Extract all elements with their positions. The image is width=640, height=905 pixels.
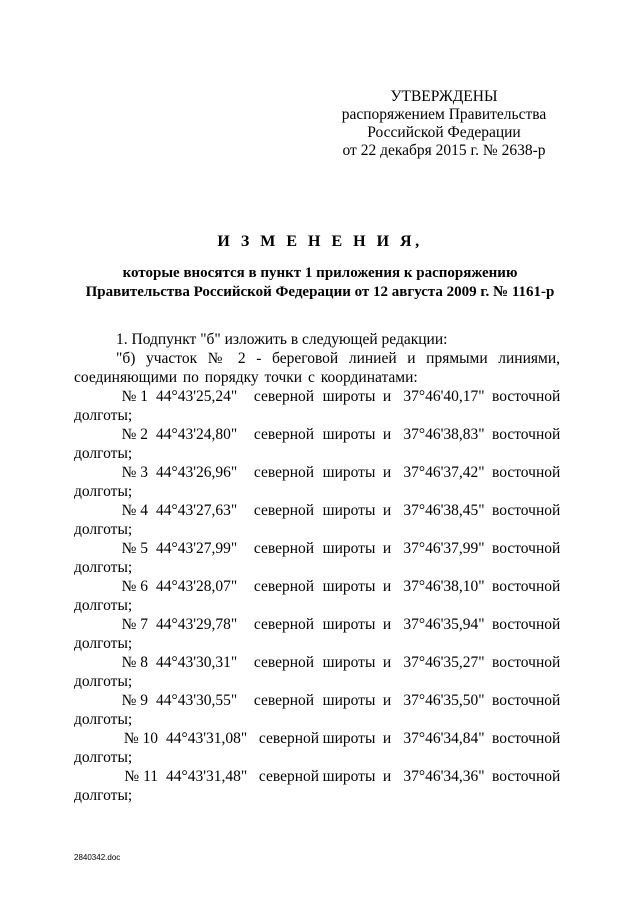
entry-longitude: 37°46'37,42"	[403, 464, 485, 481]
longitude-word: восточной	[492, 616, 561, 633]
coordinate-entry	[74, 729, 560, 767]
coordinate-row	[74, 425, 560, 444]
entry-longitude: 37°46'34,84"	[403, 730, 485, 747]
entry-latitude: 44°43'31,48"	[166, 768, 248, 785]
coordinate-entry	[74, 767, 560, 805]
latitude-word-2: широты	[322, 616, 376, 633]
entry-number: № 10	[123, 730, 158, 747]
longitude-word: восточной	[492, 464, 561, 481]
latitude-word: северной	[253, 692, 315, 709]
longitude-word: восточной	[492, 540, 561, 557]
coordinate-entry	[74, 653, 560, 691]
longitude-word: восточной	[492, 768, 561, 785]
approval-line-2: Российской Федерации	[367, 124, 521, 141]
and-word: и	[382, 502, 392, 519]
longitude-word: восточной	[492, 426, 561, 443]
and-word: и	[382, 540, 392, 557]
document-heading	[60, 233, 580, 302]
entry-latitude: 44°43'28,07"	[156, 578, 238, 595]
approval-line-1: распоряжением Правительства	[341, 106, 547, 123]
latitude-word-2: широты	[322, 578, 376, 595]
entry-longitude: 37°46'35,50"	[403, 692, 485, 709]
entry-number: № 2	[121, 426, 148, 443]
latitude-word-2: широты	[322, 692, 376, 709]
and-word: и	[382, 464, 392, 481]
entry-latitude: 44°43'31,08"	[166, 730, 248, 747]
longitude-continuation: долготы;	[74, 635, 133, 652]
latitude-word: северной	[253, 464, 315, 481]
and-word: и	[382, 616, 392, 633]
coordinate-row	[74, 767, 560, 786]
entry-number: № 5	[121, 540, 148, 557]
longitude-continuation: долготы;	[74, 521, 133, 538]
longitude-continuation: долготы;	[74, 749, 133, 766]
approval-block	[324, 88, 564, 160]
entry-number: № 11	[124, 768, 158, 785]
heading-subtitle-1: которые вносятся в пункт 1 приложения к распоряжению	[122, 265, 518, 281]
entry-longitude: 37°46'35,94"	[403, 616, 485, 633]
latitude-word-2: широты	[322, 730, 376, 747]
coordinate-list	[74, 387, 560, 805]
approval-title: УТВЕРЖДЕНЫ	[390, 88, 498, 105]
coordinate-row	[74, 501, 560, 520]
longitude-word: восточной	[492, 388, 561, 405]
entry-latitude: 44°43'27,63"	[156, 502, 238, 519]
heading-subtitle-2: Правительства Российской Федерации от 12 августа 2009 г. № 1161-р	[85, 284, 555, 300]
entry-number: № 3	[121, 464, 148, 481]
coordinate-row	[74, 691, 560, 710]
coordinate-entry	[74, 691, 560, 729]
coordinate-entry	[74, 501, 560, 539]
entry-latitude: 44°43'25,24"	[156, 388, 238, 405]
entry-longitude: 37°46'37,99"	[403, 540, 485, 557]
and-word: и	[382, 388, 392, 405]
coordinate-row	[74, 539, 560, 558]
and-word: и	[382, 578, 392, 595]
entry-number: № 9	[121, 692, 148, 709]
and-word: и	[382, 768, 392, 785]
longitude-continuation: долготы;	[74, 483, 133, 500]
latitude-word: северной	[258, 730, 320, 747]
latitude-word: северной	[253, 578, 315, 595]
paragraph-2: "б) участок № 2 - береговой линией и прямыми линиями, соединяющими по порядку точки с координатами:	[74, 350, 560, 386]
entry-number: № 1	[121, 388, 148, 405]
latitude-word-2: широты	[322, 426, 376, 443]
entry-latitude: 44°43'26,96"	[156, 464, 238, 481]
entry-latitude: 44°43'24,80"	[156, 426, 238, 443]
longitude-continuation: долготы;	[74, 559, 133, 576]
approval-line-3: от 22 декабря 2015 г. № 2638-р	[342, 142, 546, 159]
latitude-word-2: широты	[322, 654, 376, 671]
longitude-word: восточной	[492, 730, 561, 747]
entry-number: № 7	[121, 616, 148, 633]
longitude-continuation: долготы;	[74, 787, 133, 804]
longitude-word: восточной	[492, 692, 561, 709]
entry-longitude: 37°46'35,27"	[403, 654, 485, 671]
coordinate-row	[74, 577, 560, 596]
longitude-continuation: долготы;	[74, 711, 133, 728]
entry-latitude: 44°43'30,55"	[156, 692, 238, 709]
entry-longitude: 37°46'38,45"	[403, 502, 485, 519]
longitude-continuation: долготы;	[74, 407, 133, 424]
and-word: и	[382, 654, 392, 671]
entry-longitude: 37°46'40,17"	[403, 388, 485, 405]
latitude-word: северной	[253, 540, 315, 557]
coordinate-row	[74, 387, 560, 406]
latitude-word: северной	[253, 654, 315, 671]
entry-number: № 4	[121, 502, 148, 519]
latitude-word-2: широты	[322, 388, 376, 405]
coordinate-row	[74, 653, 560, 672]
coordinate-row	[74, 729, 560, 748]
longitude-word: восточной	[492, 654, 561, 671]
latitude-word: северной	[258, 768, 320, 785]
latitude-word: северной	[253, 616, 315, 633]
document-body	[74, 330, 560, 805]
and-word: и	[382, 426, 392, 443]
entry-number: № 6	[121, 578, 148, 595]
entry-latitude: 44°43'30,31"	[156, 654, 238, 671]
coordinate-entry	[74, 463, 560, 501]
latitude-word: северной	[253, 502, 315, 519]
entry-latitude: 44°43'27,99"	[156, 540, 238, 557]
entry-number: № 8	[121, 654, 148, 671]
coordinate-entry	[74, 577, 560, 615]
latitude-word-2: широты	[322, 768, 376, 785]
latitude-word: северной	[253, 426, 315, 443]
longitude-continuation: долготы;	[74, 673, 133, 690]
coordinate-entry	[74, 539, 560, 577]
entry-latitude: 44°43'29,78"	[156, 616, 238, 633]
latitude-word-2: широты	[322, 540, 376, 557]
coordinate-entry	[74, 387, 560, 425]
heading-title: И З М Е Н Е Н И Я,	[217, 233, 423, 250]
coordinate-entry	[74, 615, 560, 653]
longitude-word: восточной	[492, 502, 561, 519]
entry-longitude: 37°46'34,36"	[403, 768, 485, 785]
longitude-continuation: долготы;	[74, 597, 133, 614]
and-word: и	[382, 692, 392, 709]
coordinate-entry	[74, 425, 560, 463]
entry-longitude: 37°46'38,83"	[403, 426, 485, 443]
longitude-continuation: долготы;	[74, 445, 133, 462]
paragraph-1: 1. Подпункт "б" изложить в следующей редакции:	[116, 331, 448, 348]
entry-longitude: 37°46'38,10"	[403, 578, 485, 595]
latitude-word: северной	[253, 388, 315, 405]
coordinate-row	[74, 615, 560, 634]
latitude-word-2: широты	[322, 502, 376, 519]
latitude-word-2: широты	[322, 464, 376, 481]
coordinate-row	[74, 463, 560, 482]
longitude-word: восточной	[492, 578, 561, 595]
and-word: и	[382, 730, 392, 747]
footer-filename: 2840342.doc	[74, 853, 121, 862]
